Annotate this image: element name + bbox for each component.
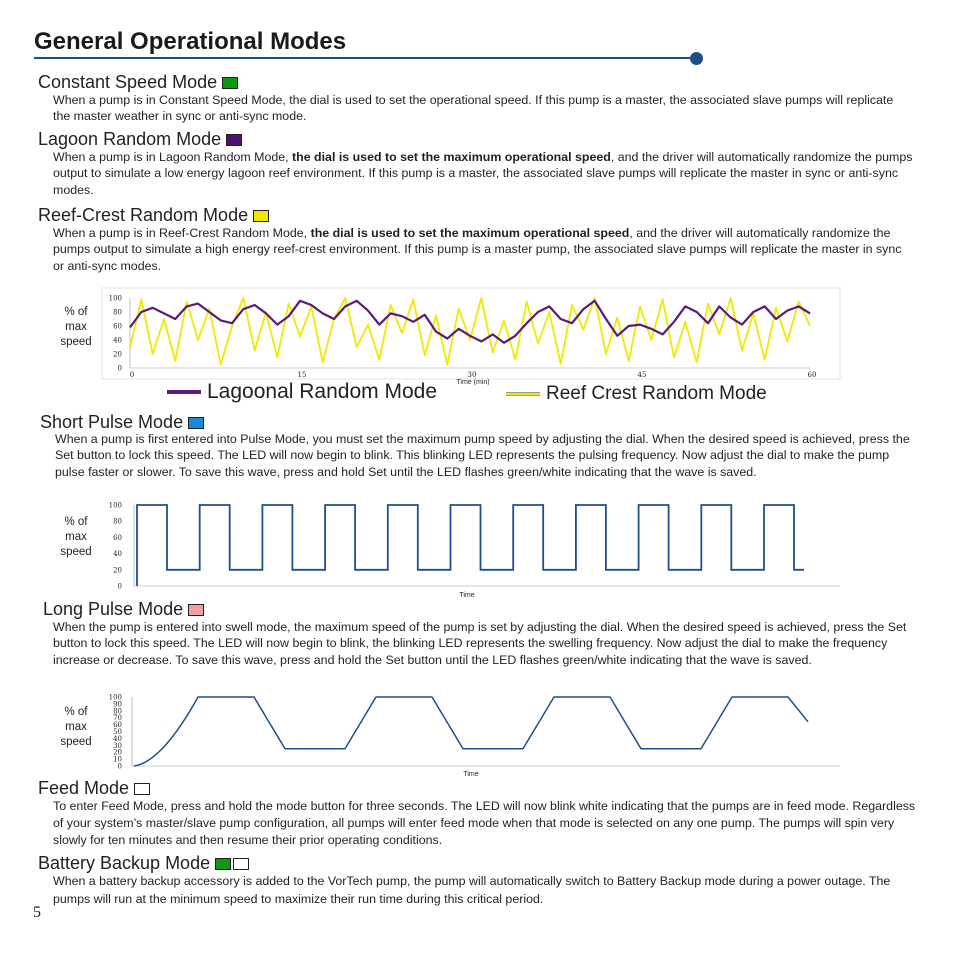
short-pulse-series-line <box>137 505 804 586</box>
legend-reef-label: Reef Crest Random Mode <box>546 383 767 404</box>
x-tick-label: 30 <box>467 371 477 379</box>
y-tick-label: 20 <box>113 748 122 757</box>
reef-text-bold: the dial is used to set the maximum operational speed <box>310 226 630 240</box>
long-pulse-text: When the pump is entered into swell mode, the maximum speed of the pump is set by adjusting the dial. When the desired speed is achieved, press the Set button to lock this speed. The LED will now begin to blink, the blinking LED represents the swelling frequency. Now adjust the dial to make the frequency increase or decrease. To save this wave, press and hold the Set button until the LED flashes green/white indicating that the wave is saved. <box>53 620 907 667</box>
x-axis-label: Time <box>463 771 479 778</box>
reef-text-b: , and the driver will automatically randomize the pumps output to simulate a high energy reef-crest environment. If this pump is a master pump, the associated slave pumps will replicate the master in sync or anti-sync modes. <box>53 226 902 273</box>
x-tick-label: 0 <box>129 371 135 379</box>
short-pulse-swatch <box>188 417 204 429</box>
feed-mode-heading-label: Feed Mode <box>38 778 130 798</box>
long-pulse-chart-ylabel: % of max speed <box>60 706 92 748</box>
lagoon-text-a: When a pump is in Lagoon Random Mode, <box>53 150 293 164</box>
pulse-chart-ylabel: % of max speed <box>60 516 92 558</box>
y-tick-label: 0 <box>117 364 122 373</box>
y-tick-label: 20 <box>113 350 122 359</box>
feed-mode-text: To enter Feed Mode, press and hold the mode button for three seconds. The LED will now blink white indicating that the pumps are in feed mode. Regardless of your system’s master/slave pump configuration, all pumps will enter feed mode when that mode is selected on any one pump. The pumps will spin very slowly for ten minutes and then resume their prior operating conditions. <box>53 799 916 847</box>
lagoon-random-heading-label: Lagoon Random Mode <box>38 129 222 149</box>
y-tick-label: 100 <box>108 693 122 702</box>
short-pulse-chart <box>100 496 842 600</box>
page-title: General Operational Modes <box>34 28 347 55</box>
y-tick-label: 40 <box>113 550 122 559</box>
legend-reef <box>506 383 767 405</box>
reef-text-a: When a pump is in Reef-Crest Random Mode, <box>53 226 311 240</box>
y-tick-label: 0 <box>117 762 122 771</box>
y-tick-label: 70 <box>113 714 122 723</box>
battery-backup-heading <box>38 853 249 874</box>
y-tick-label: 80 <box>113 308 122 317</box>
y-tick-label: 60 <box>113 533 122 542</box>
title-rule-dot <box>690 52 703 65</box>
y-tick-label: 60 <box>113 322 122 331</box>
x-tick-label: 45 <box>637 371 647 379</box>
constant-speed-swatch <box>222 77 238 89</box>
constant-speed-text: When a pump is in Constant Speed Mode, the dial is used to set the operational speed. If this pump is a master, the associated slave pumps will replicate the master weather in sync or anti-sync mode. <box>53 93 894 124</box>
x-axis-label: Time <box>459 592 475 599</box>
short-pulse-heading-label: Short Pulse Mode <box>40 412 184 432</box>
y-tick-label: 40 <box>113 336 122 345</box>
short-pulse-heading <box>40 412 204 433</box>
constant-speed-heading-label: Constant Speed Mode <box>38 72 218 92</box>
random-chart-ylabel: % of max speed <box>60 306 92 348</box>
legend-lagoon <box>167 380 437 404</box>
lagoon-random-heading <box>38 129 242 150</box>
lagoon-random-swatch <box>226 134 242 146</box>
long-pulse-chart <box>100 690 842 778</box>
page-number: 5 <box>33 904 41 921</box>
lagoon-text-bold: the dial is used to set the maximum operational speed <box>292 150 611 164</box>
y-tick-label: 20 <box>113 566 122 575</box>
reef-crest-text <box>53 225 913 274</box>
y-tick-label: 80 <box>113 517 122 526</box>
legend-reef-line <box>506 392 540 396</box>
x-axis-label: Time (min) <box>456 379 490 386</box>
battery-backup-swatch-white <box>233 858 249 870</box>
constant-speed-heading <box>38 72 238 93</box>
reef-crest-swatch <box>253 210 269 222</box>
y-tick-label: 60 <box>113 721 122 730</box>
x-tick-label: 60 <box>807 371 817 379</box>
long-pulse-heading-label: Long Pulse Mode <box>43 599 184 619</box>
reef-crest-heading <box>38 205 269 226</box>
short-pulse-text: When a pump is first entered into Pulse Mode, you must set the maximum pump speed by adjusting the dial. When the desired speed is achieved, press the Set button to lock this speed. The LED will now begin to blink. This blinking LED represents the pulsing frequency. Now adjust the dial to make the pump pulse faster or slower. To save this wave, press and hold Set until the LED flashes green/white indicating that the wave is saved. <box>55 432 910 479</box>
y-tick-label: 40 <box>113 734 122 743</box>
reef-crest-heading-label: Reef-Crest Random Mode <box>38 205 249 225</box>
x-tick-label: 15 <box>297 371 307 379</box>
random-mode-chart <box>100 287 842 387</box>
y-tick-label: 90 <box>113 700 122 709</box>
legend-lagoon-label: Lagoonal Random Mode <box>207 380 437 403</box>
lagoon-text-b: , and the driver will automatically randomize the pumps output to simulate a low energy lagoon reef environment. If this pump is a master, the associated slave pumps will replicate the master in sync or anti-sync modes. <box>53 150 913 197</box>
feed-mode-heading <box>38 778 150 799</box>
title-rule <box>34 57 694 59</box>
y-tick-label: 80 <box>113 707 122 716</box>
long-pulse-swatch <box>188 604 204 616</box>
legend-lagoon-line <box>167 390 201 394</box>
long-pulse-series-line <box>134 697 808 766</box>
y-tick-label: 30 <box>113 741 122 750</box>
battery-backup-swatch-green <box>215 858 231 870</box>
y-tick-label: 10 <box>113 755 122 764</box>
y-tick-label: 0 <box>117 582 122 591</box>
long-pulse-heading <box>43 599 204 620</box>
feed-mode-swatch <box>134 783 150 795</box>
lagoon-random-text <box>53 149 923 198</box>
y-tick-label: 100 <box>108 294 122 303</box>
y-tick-label: 100 <box>108 501 122 510</box>
battery-backup-text: When a battery backup accessory is added to the VorTech pump, the pump will automatically switch to Battery Backup mode during a power outage. The pumps will run at the minimum speed to maximize their run time during this critical period. <box>53 874 891 906</box>
y-tick-label: 50 <box>113 728 122 736</box>
battery-backup-heading-label: Battery Backup Mode <box>38 853 211 873</box>
